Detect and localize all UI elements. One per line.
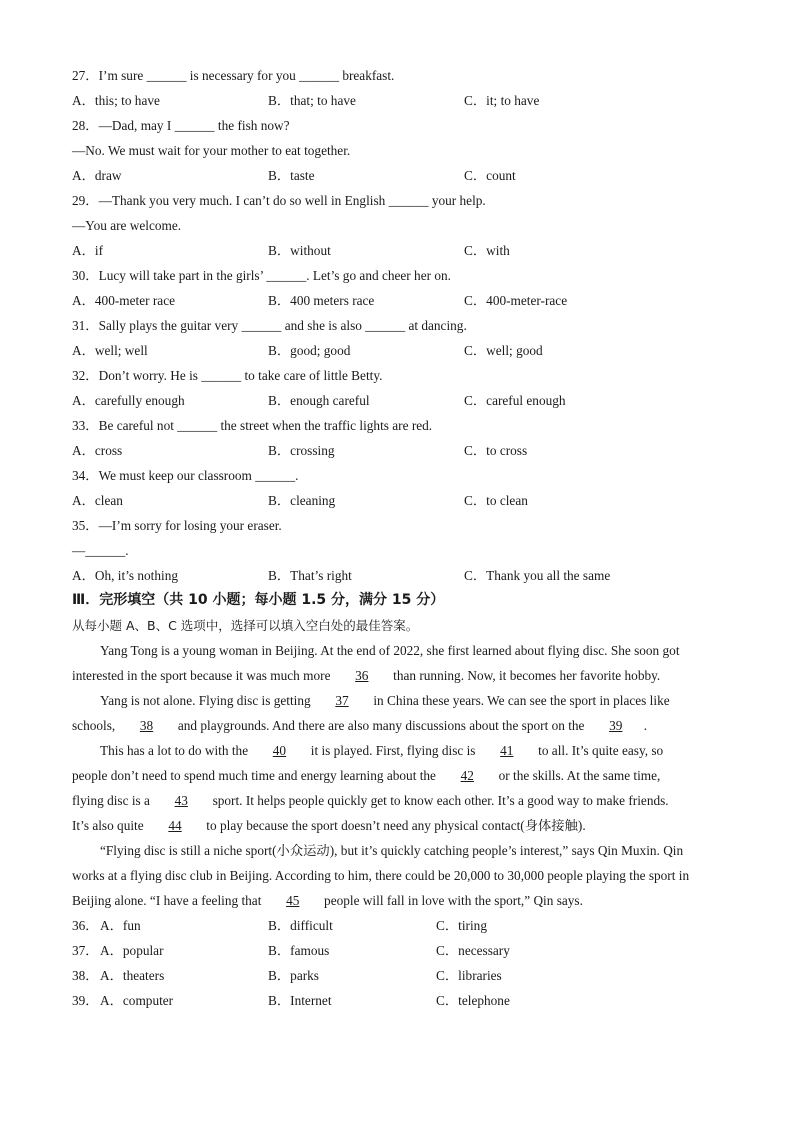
blank-44: 44: [168, 818, 182, 833]
cloze-options: [72, 913, 732, 1013]
cloze-passage: [72, 638, 732, 913]
option-b[interactable]: B．famous: [268, 943, 330, 958]
question-stem: [72, 188, 732, 213]
option-b[interactable]: B．good; good: [268, 343, 351, 358]
blank-40: 40: [272, 743, 287, 758]
passage-text: sport. It helps people quickly get to know each other. It’s a good way to make friends.: [209, 793, 669, 808]
question-number: 29．: [72, 193, 99, 208]
passage-text: and playgrounds. And there are also many discussions about the sport on the: [174, 718, 588, 733]
passage-text: .: [643, 718, 648, 733]
option-a[interactable]: A．Oh, it’s nothing: [72, 568, 179, 583]
question-stem: [72, 63, 732, 88]
question-stem: [72, 463, 732, 488]
option-b[interactable]: B．cleaning: [268, 493, 336, 508]
option-b[interactable]: B．400 meters race: [268, 293, 375, 308]
passage-text: Beijing alone. “I have a feeling that: [72, 893, 265, 908]
question-text: —Dad, may I ______ the fish now?: [98, 118, 290, 133]
section-title: Ⅲ．完形填空（共 10 小题；每小题 1.5 分，满分 15 分）: [72, 592, 445, 608]
passage-line: [72, 738, 732, 763]
section-instruction: 从每小题 A、B、C 选项中，选择可以填入空白处的最佳答案。: [72, 618, 419, 633]
option-a[interactable]: A．clean: [72, 493, 123, 508]
passage-text: to all. It’s quite easy, so: [534, 743, 664, 758]
option-b[interactable]: B．crossing: [268, 443, 335, 458]
question-number: 38．: [72, 968, 99, 983]
option-c[interactable]: C．with: [464, 243, 510, 258]
option-c[interactable]: C．400-meter-race: [464, 293, 568, 308]
options-row: [72, 88, 732, 113]
question-stem: [72, 363, 732, 388]
exam-page: [72, 63, 732, 1013]
option-a[interactable]: A．theaters: [100, 968, 165, 983]
cloze-option-row: [72, 988, 732, 1013]
question-stem: [72, 113, 732, 138]
options-row: [72, 488, 732, 513]
passage-line: [72, 888, 732, 913]
passage-text: interested in the sport because it was much more: [72, 668, 334, 683]
option-b[interactable]: B．parks: [268, 968, 319, 983]
question-stem: [72, 263, 732, 288]
option-c[interactable]: C．telephone: [436, 993, 510, 1008]
question-number: 36．: [72, 918, 99, 933]
blank-37: 37: [335, 693, 349, 708]
option-a[interactable]: A．fun: [100, 918, 141, 933]
option-a[interactable]: A．cross: [72, 443, 123, 458]
passage-line: [72, 713, 732, 738]
passage-text: flying disc is a: [72, 793, 154, 808]
passage-line: [72, 863, 732, 888]
option-c[interactable]: C．well; good: [464, 343, 543, 358]
option-c[interactable]: C．to cross: [464, 443, 528, 458]
passage-text: than running. Now, it becomes her favorite hobby.: [389, 668, 661, 683]
passage-line: [72, 813, 732, 838]
passage-text: This has a lot to do with the: [100, 743, 252, 758]
cloze-option-row: [72, 913, 732, 938]
passage-text: Yang is not alone. Flying disc is getting: [100, 693, 314, 708]
option-c[interactable]: C．count: [464, 168, 516, 183]
question-text: I’m sure ______ is necessary for you ______ breakfast.: [98, 68, 395, 83]
question-text: Lucy will take part in the girls’ ______. Let’s go and cheer her on.: [98, 268, 451, 283]
passage-line: [72, 663, 732, 688]
question-number: 28．: [72, 118, 99, 133]
option-b[interactable]: B．enough careful: [268, 393, 370, 408]
options-row: [72, 288, 732, 313]
passage-text: schools,: [72, 718, 119, 733]
passage-text: to play because the sport doesn’t need any physical contact(身体接触).: [202, 818, 586, 833]
option-b[interactable]: B．difficult: [268, 918, 333, 933]
question-text: —I’m sorry for losing your eraser.: [98, 518, 282, 533]
passage-text: people will fall in love with the sport,” Qin says.: [320, 893, 583, 908]
option-a[interactable]: A．draw: [72, 168, 122, 183]
option-c[interactable]: C．necessary: [436, 943, 510, 958]
options-row: [72, 163, 732, 188]
options-row: [72, 388, 732, 413]
passage-text: Yang Tong is a young woman in Beijing. At the end of 2022, she first learned about flying disc. She soon got: [100, 643, 680, 658]
option-c[interactable]: C．Thank you all the same: [464, 568, 611, 583]
option-a[interactable]: A．popular: [100, 943, 164, 958]
option-a[interactable]: A．carefully enough: [72, 393, 185, 408]
passage-line: [72, 688, 732, 713]
option-b[interactable]: B．Internet: [268, 993, 332, 1008]
option-a[interactable]: A．this; to have: [72, 93, 160, 108]
dialog-line: —You are welcome.: [72, 218, 182, 233]
multiple-choice-questions: [72, 63, 732, 588]
option-b[interactable]: B．taste: [268, 168, 315, 183]
passage-text: it is played. First, flying disc is: [307, 743, 479, 758]
question-text: We must keep our classroom ______.: [98, 468, 299, 483]
question-stem: [72, 313, 732, 338]
question-stem: [72, 513, 732, 538]
question-number: 33．: [72, 418, 99, 433]
passage-text: “Flying disc is still a niche sport(小众运动), but it’s quickly catching people’s interest,” says Qin Muxin. Qin: [100, 843, 684, 858]
question-number: 34．: [72, 468, 99, 483]
passage-line: [72, 838, 732, 863]
passage-text: or the skills. At the same time,: [495, 768, 661, 783]
dialog-line: —No. We must wait for your mother to eat together.: [72, 143, 351, 158]
option-b[interactable]: B．That’s right: [268, 568, 352, 583]
option-a[interactable]: A．400-meter race: [72, 293, 175, 308]
question-number: 35．: [72, 518, 99, 533]
question-text: Don’t worry. He is ______ to take care of little Betty.: [98, 368, 383, 383]
blank-41: 41: [500, 743, 514, 758]
question-number: 37．: [72, 943, 99, 958]
question-stem: [72, 413, 732, 438]
options-row: [72, 238, 732, 263]
cloze-option-row: [72, 938, 732, 963]
option-b[interactable]: B．without: [268, 243, 331, 258]
cloze-option-row: [72, 963, 732, 988]
option-c[interactable]: C．libraries: [436, 968, 502, 983]
question-text: —Thank you very much. I can’t do so well in English ______ your help.: [98, 193, 486, 208]
options-row: [72, 438, 732, 463]
question-number: 31．: [72, 318, 99, 333]
option-c[interactable]: C．it; to have: [464, 93, 540, 108]
option-b[interactable]: B．that; to have: [268, 93, 356, 108]
option-c[interactable]: C．tiring: [436, 918, 487, 933]
passage-text: in China these years. We can see the sport in places like: [370, 693, 670, 708]
question-text: Sally plays the guitar very ______ and she is also ______ at dancing.: [98, 318, 467, 333]
blank-42: 42: [460, 768, 474, 783]
question-number: 27．: [72, 68, 99, 83]
option-c[interactable]: C．to clean: [464, 493, 528, 508]
option-a[interactable]: A．computer: [100, 993, 174, 1008]
blank-43: 43: [174, 793, 188, 808]
question-text: Be careful not ______ the street when the traffic lights are red.: [98, 418, 433, 433]
question-number: 30．: [72, 268, 99, 283]
dialog-line: —______.: [72, 543, 129, 558]
blank-39: 39: [609, 718, 623, 733]
passage-line: [72, 638, 732, 663]
options-row: [72, 338, 732, 363]
option-c[interactable]: C．careful enough: [464, 393, 566, 408]
passage-text: people don’t need to spend much time and energy learning about the: [72, 768, 440, 783]
question-number: 32．: [72, 368, 99, 383]
options-row: [72, 563, 732, 588]
blank-45: 45: [286, 893, 300, 908]
passage-text: works at a flying disc club in Beijing. According to him, there could be 20,000 to 30,000 people playing the sport in: [72, 868, 690, 883]
passage-line: [72, 763, 732, 788]
passage-text: It’s also quite: [72, 818, 147, 833]
question-number: 39．: [72, 993, 99, 1008]
blank-36: 36: [355, 668, 369, 683]
blank-38: 38: [139, 718, 154, 733]
option-a[interactable]: A．well; well: [72, 343, 148, 358]
passage-line: [72, 788, 732, 813]
option-a[interactable]: A．if: [72, 243, 104, 258]
